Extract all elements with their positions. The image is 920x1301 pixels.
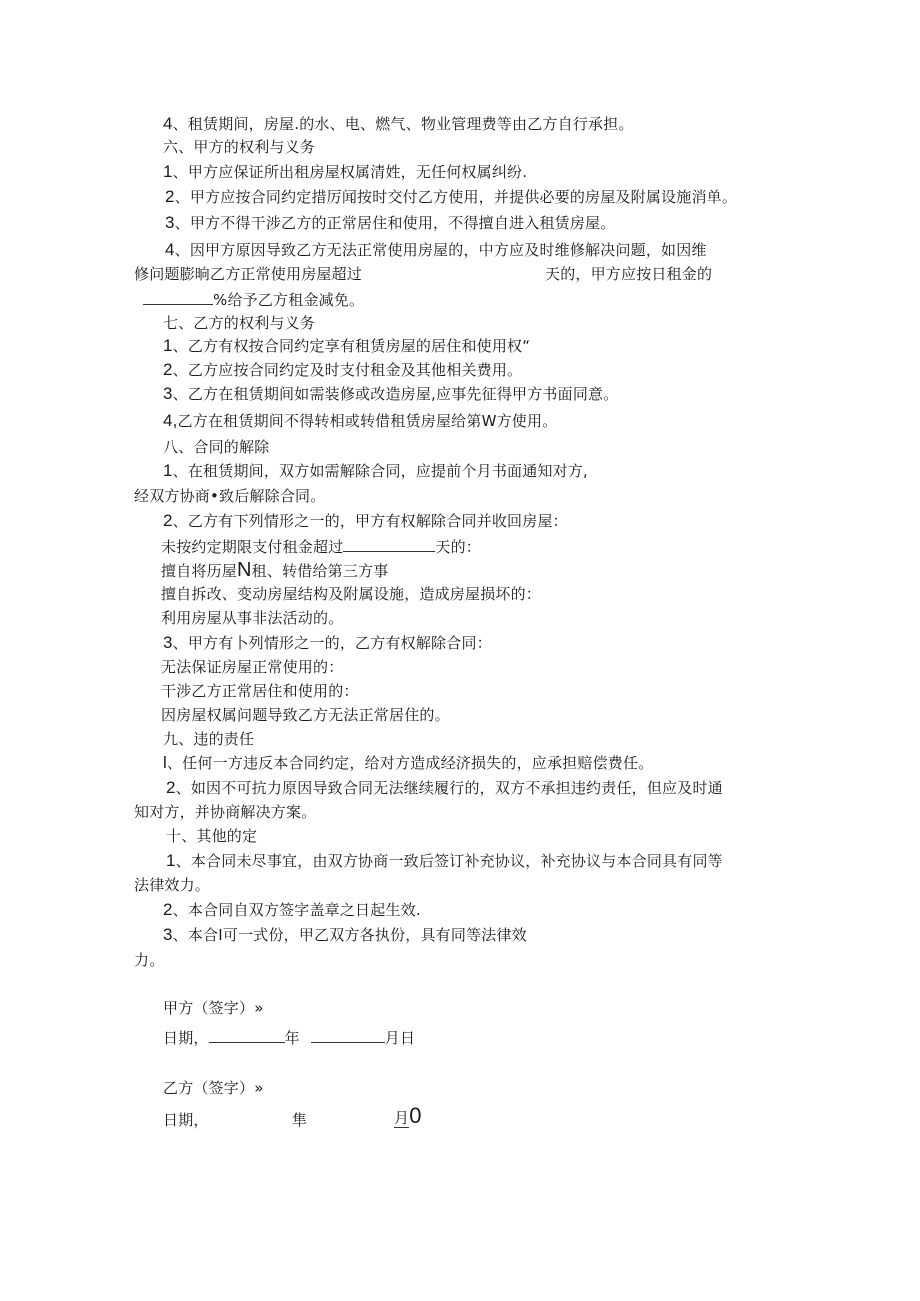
clause-8-2-b: 擅自将历屋N租、转借给第三方事: [161, 559, 389, 581]
clause-6-3: 3、甲方不得干涉乙方的正常居住和使用，不得擅自进入租赁房屋。: [165, 213, 616, 232]
party-b-signature-label: 乙方（签字）»: [163, 1079, 264, 1097]
party-b-date-label: 日期，: [163, 1111, 209, 1129]
clause-8-2-d: 利用房屋从事非法活动的。: [161, 609, 344, 627]
clause-8-3: 3、甲方有卜列情形之一的，乙方有权解除合同：: [163, 633, 492, 652]
section-6-heading: 六、甲方的权利与义务: [163, 138, 316, 156]
clause-7-4: 4,乙方在租赁期间不得转相或转借租赁房屋给第W方使用。: [163, 411, 558, 430]
clause-10-3-cont: 力。: [134, 951, 165, 969]
section-7-heading: 七、乙方的权利与义务: [163, 314, 316, 332]
clause-8-3-a: 无法保证房屋正常使用的：: [161, 658, 344, 676]
clause-10-3: 3、本合I可一式份，甲乙双方各执份，具有同等法律效: [163, 925, 527, 944]
clause-5-4: 4、租赁期间，房屋.的水、电、燃气、物业管理费等由乙方自行承担。: [163, 114, 634, 133]
clause-8-2-a: 未按约定期限支付租金超过 天的：: [161, 538, 482, 556]
clause-8-2-c: 擅自拆改、变动房屋结构及附属设施，造成房屋损坏的：: [161, 585, 542, 603]
clause-7-3: 3、乙方在租赁期间如需装修或改造房屋,应事先征得甲方书面同意。: [163, 384, 619, 403]
section-9-heading: 九、违的责任: [163, 730, 255, 748]
clause-9-1: l、任何一方违反本合同约定，给对方造成经济损失的，应承担赔偿费任。: [163, 753, 654, 772]
clause-8-3-c: 因房屋权属问题导致乙方无法正常居住的。: [161, 706, 450, 724]
party-a-signature-label: 甲方（签字）»: [163, 999, 264, 1017]
blank-percent: [143, 289, 213, 305]
party-a-date-line: 日期， 年 月日: [163, 1029, 416, 1047]
party-b-month-day: 月0: [394, 1103, 422, 1128]
clause-10-1-cont: 法律效力。: [134, 876, 211, 894]
clause-6-2: 2、甲方应按合同约定措厉闻按时交付乙方使用，并提供必要的房屋及附属设施消单。: [165, 187, 738, 206]
clause-10-1: 1、本合同未尽事宜，由双方协商一致后签订补充协议，补充协议与本合同具有同等: [166, 851, 723, 870]
blank-year-a: [209, 1027, 285, 1043]
clause-8-3-b: 干涉乙方正常居住和使用的：: [161, 682, 359, 700]
section-10-heading: 十、其他的定: [166, 827, 258, 845]
clause-8-1-cont: 经双方协商•致后解除合同。: [134, 487, 326, 505]
party-b-year-label: 隼: [292, 1111, 308, 1129]
clause-7-2: 2、乙方应按合同约定及时支付租金及其他相关费用。: [163, 360, 523, 379]
section-8-heading: 八、合同的解除: [163, 438, 270, 456]
clause-7-1: 1、乙方有权按合同约定享有租赁房屋的居住和使用权“: [163, 336, 531, 355]
clause-6-4-cont-1: 修问题膨晌乙方正常使用房屋超过: [134, 265, 363, 283]
clause-8-1: 1、在租赁期间，双方如需解除合同，应提前个月书面通知对方,: [163, 461, 589, 480]
clause-8-2: 2、乙方有下列情形之一的，甲方有权解除合同并收回房屋：: [163, 511, 568, 530]
clause-6-4-cont-3: %给予乙方租金减免。: [143, 289, 364, 310]
clause-9-2-cont: 知对方，并协商解决方案。: [134, 803, 317, 821]
blank-days: [343, 536, 435, 552]
clause-6-4: 4、因甲方原因导致乙方无法正常使用房屋的，中方应及时维修解决问题，如因维: [165, 240, 707, 259]
clause-6-1: 1、甲方应保证所出租房屋权属清姓，无任何权属纠纷.: [163, 162, 528, 181]
clause-9-2: 2、如因不可抗力原因导致合同无法继续履行的，双方不承担违约责任，但应及时通: [166, 778, 723, 797]
clause-6-4-cont-2: 天的，甲方应按日租金的: [545, 265, 713, 283]
clause-10-2: 2、本合同自双方签字盖章之日起生效.: [163, 900, 421, 919]
blank-month-a: [311, 1027, 385, 1043]
